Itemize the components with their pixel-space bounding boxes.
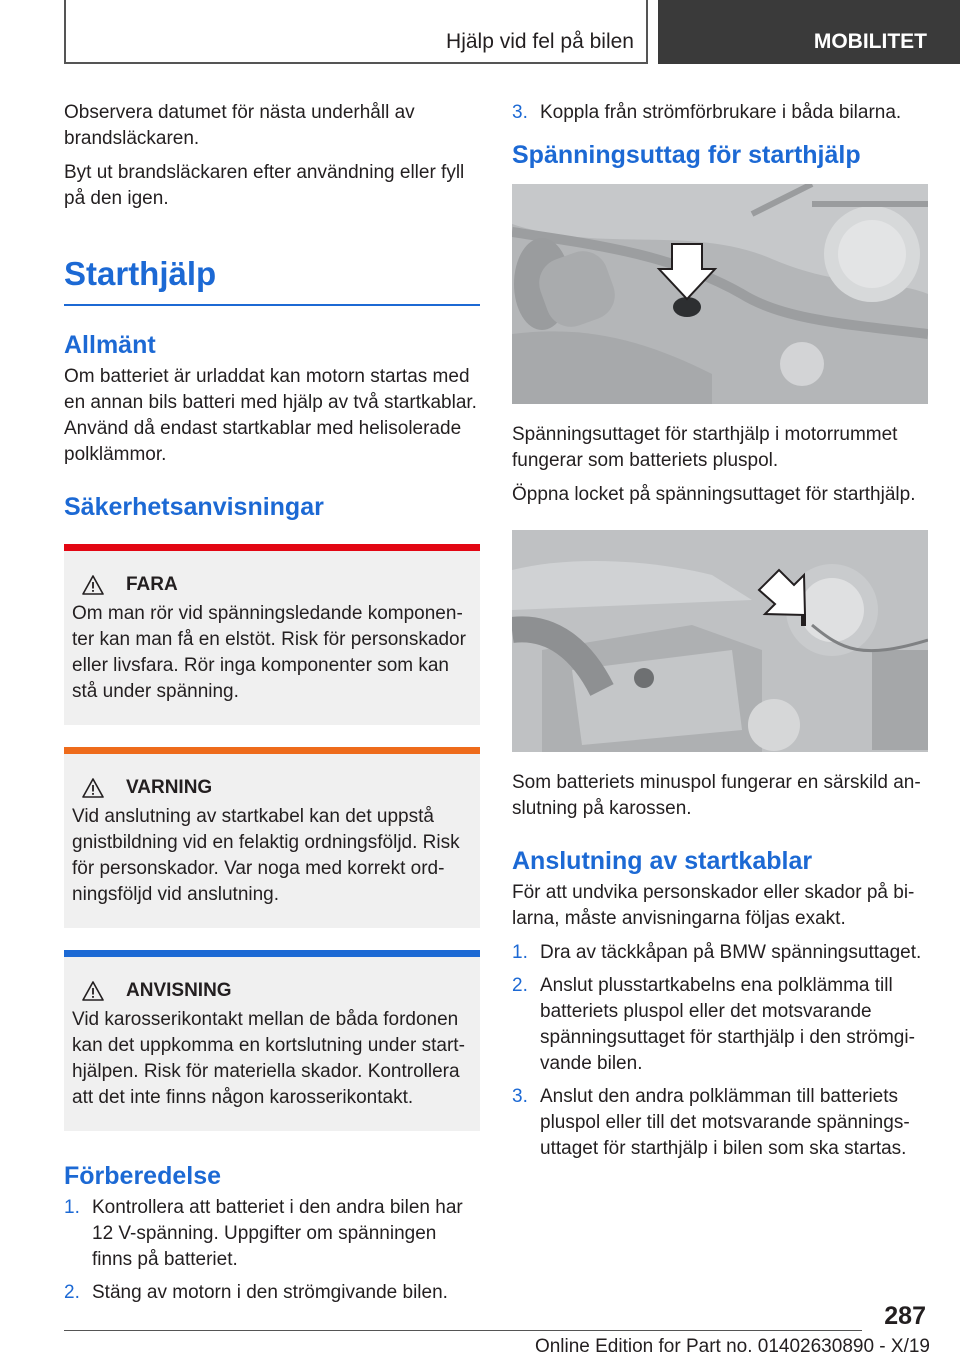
step-number: 2. (512, 975, 528, 996)
engine-bay-photo-negative-terminal (512, 530, 928, 752)
left-column (64, 100, 480, 1313)
warning-title-anvisning: ANVISNING (126, 980, 232, 1001)
warning-box-varning (64, 747, 480, 928)
intro-paragraph-2: Byt ut brandsläckaren efter användning eller fyll på den igen. (64, 162, 465, 209)
heading-starthjalp: Starthjälp (64, 254, 480, 306)
open-cap-instruction: Öppna locket på spänningsuttaget för starthjälp. (512, 484, 916, 505)
heading-anslutning: Anslutning av startkablar (512, 847, 813, 875)
list-item (64, 1195, 480, 1273)
anslutning-paragraph: För att undvika personskador eller skador på bilarna, måste anvisningarna följas exakt. (512, 882, 915, 929)
step-number: 3. (512, 102, 528, 123)
step-text: Anslut den andra polklämman till batteriets pluspol eller till det motsvarande spänningsuttaget för starthjälp i bilen som ska startas. (540, 1086, 910, 1159)
preparation-steps (64, 1195, 480, 1306)
heading-sakerhetsanvisningar: Säkerhetsanvisningar (64, 493, 324, 521)
footer-divider (64, 1330, 862, 1331)
heading-allmant: Allmänt (64, 331, 156, 359)
step-text: Anslut plusstartkabelns ena polklämma till batteriets pluspol eller det motsvarande spänningsuttaget för starthjälp i den strömgivande bilen. (540, 975, 915, 1074)
warning-box-anvisning (64, 950, 480, 1131)
warning-triangle-icon (82, 981, 104, 1001)
step-number: 2. (64, 1282, 80, 1303)
list-item (512, 100, 928, 126)
warning-triangle-icon (82, 575, 104, 595)
step-text: Dra av täckkåpan på BMW spänningsuttaget. (540, 942, 922, 963)
step-number: 1. (512, 942, 528, 963)
allmant-paragraph: Om batteriet är urladdat kan motorn startas med en annan bils batteri med hjälp av två startkablar. Använd då endast startkablar med helisolerade polklämmor. (64, 366, 477, 465)
list-item (512, 1084, 928, 1162)
list-item (512, 940, 928, 966)
footer-edition: Online Edition for Part no. 01402630890 - X/19 (534, 1336, 930, 1357)
step-number: 3. (512, 1086, 528, 1107)
step-text: Kontrollera att batteriet i den andra bilen har 12 V-spänning. Uppgifter om spänningen finns på batteriet. (92, 1197, 463, 1270)
heading-spanningsuttag: Spänningsuttag för starthjälp (512, 141, 861, 169)
warning-box-fara (64, 544, 480, 725)
step-text: Koppla från strömförbrukare i båda bilarna. (540, 102, 902, 123)
list-item (64, 1280, 480, 1306)
connection-steps (512, 940, 928, 1162)
warning-text-varning: Vid anslutning av startkabel kan det uppstå gnistbildning vid en felaktig ordningsföljd. Risk för personskador. Var noga med korrekt ordningsföljd vid anslutning. (72, 806, 460, 905)
intro-paragraph-1: Observera datumet för nästa underhåll av brandsläckaren. (64, 102, 415, 149)
warning-title-varning: VARNING (126, 777, 213, 798)
step-number: 1. (64, 1197, 80, 1218)
list-item (512, 973, 928, 1077)
photo2-caption: Som batteriets minuspol fungerar en särskild anslutning på karossen. (512, 772, 921, 819)
photo1-caption: Spänningsuttaget för starthjälp i motorrummet fungerar som batteriets pluspol. (512, 424, 898, 471)
warning-triangle-icon (82, 778, 104, 798)
warning-title-fara: FARA (126, 574, 178, 595)
engine-bay-photo-positive-terminal (512, 184, 928, 404)
right-column (512, 100, 928, 1169)
page-number: 287 (884, 1302, 926, 1330)
warning-text-fara: Om man rör vid spänningsledande komponenter kan man få en elstöt. Risk för personskador eller livsfara. Rör inga komponenter som kan stå under spänning. (72, 603, 466, 702)
section-tab[interactable]: MOBILITET (658, 0, 960, 64)
step-text: Stäng av motorn i den strömgivande bilen. (92, 1282, 448, 1303)
heading-forberedelse: Förberedelse (64, 1162, 222, 1190)
warning-text-anvisning: Vid karosserikontakt mellan de båda fordonen kan det uppkomma en kortslutning under starthjälpen. Risk för materiella skador. Kontrollera att det inte finns någon karosserikontakt. (72, 1009, 465, 1108)
chapter-title: Hjälp vid fel på bilen (446, 30, 634, 53)
preparation-steps-continued (512, 100, 928, 126)
